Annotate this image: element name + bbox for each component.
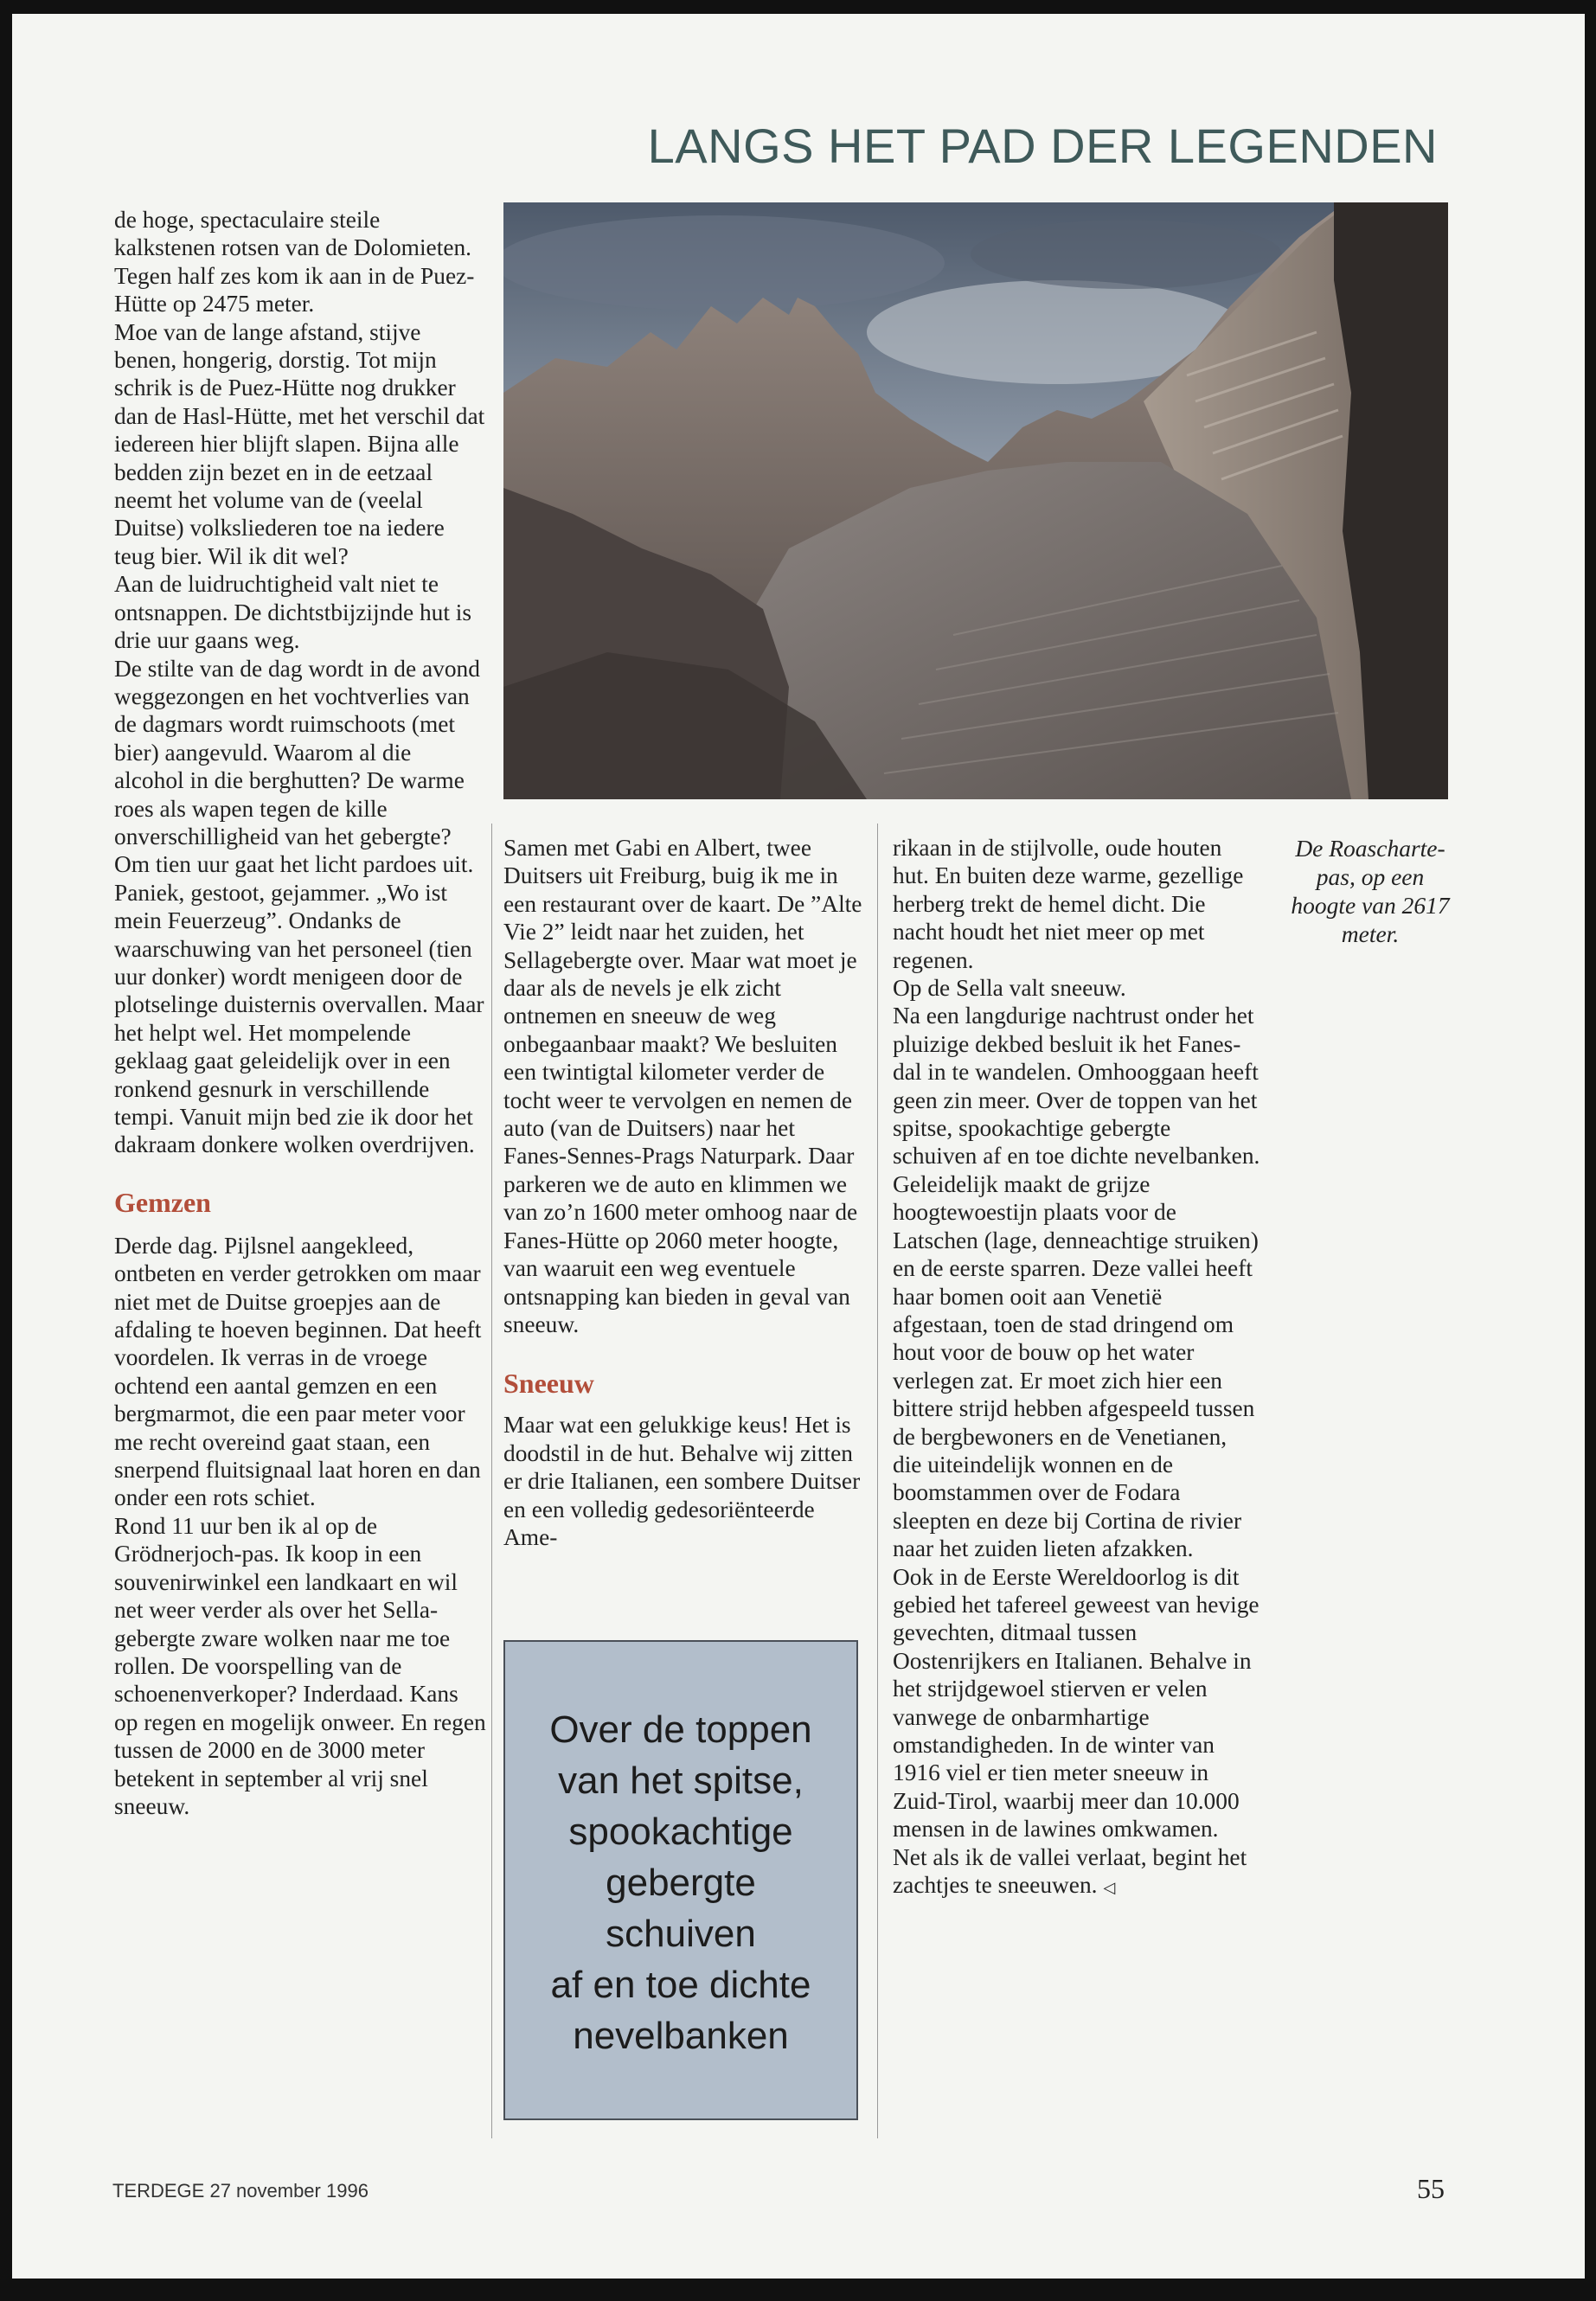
paragraph: Tegen half zes kom ik aan in de Puez-Hütte op 2475 meter. <box>114 262 475 317</box>
final-sentence: Net als ik de vallei verlaat, begint het zachtjes te sneeuwen. <box>893 1843 1247 1899</box>
paragraph: Aan de luidruchtigheid valt niet te ontsnappen. De dichtstbijzijnde hut is drie uur gaans weg. <box>114 571 472 654</box>
column-1 <box>114 206 486 1820</box>
paragraph <box>893 1843 1260 1903</box>
paragraph: Om tien uur gaat het licht pardoes uit. Paniek, gestoot, gejammer. „Wo ist mein Feuerzeug”. Ondanks de waarschuwing van het personeel (tien uur donker) wordt menigeen door de plotselinge duisternis overvallen. Maar het helpt wel. Het mompelende geklaag gaat geleidelijk over in een ronkend gesnurk in verschillende tempi. Vanuit mijn bed zie ik door het dakraam donkere wolken overdrijven. <box>114 851 484 1158</box>
section-heading-gemzen: Gemzen <box>114 1186 211 1218</box>
paragraph: rikaan in de stijlvolle, oude houten hut. En buiten deze warme, gezellige herberg trekt de hemel dicht. Die nacht houdt het niet meer op met regenen. <box>893 835 1244 973</box>
paragraph: Maar wat een gelukkige keus! Het is doodstil in de hut. Behalve wij zitten er drie Italianen, een sombere Duitser en een volledig gedesoriënteerde Ame- <box>503 1412 861 1550</box>
column-3 <box>893 834 1260 1902</box>
pull-quote: Over de toppen van het spitse, spookachtige gebergte schuiven af en toe dichte nevelbanken <box>549 1708 812 2057</box>
page-number: 55 <box>1417 2173 1445 2204</box>
footer-issue: TERDEGE 27 november 1996 <box>112 2180 369 2202</box>
column-2 <box>503 834 862 1551</box>
running-head: LANGS HET PAD DER LEGENDEN <box>647 119 1438 173</box>
pull-quote-box <box>503 1640 858 2120</box>
end-of-article-icon: ◁ <box>1103 1879 1116 1898</box>
paragraph: de hoge, spectaculaire steile kalkstenen rotsen van de Dolomieten. <box>114 207 472 261</box>
paragraph: Rond 11 uur ben ik al op de Grödnerjoch-pas. Ik koop in een souvenirwinkel een landkaart en wil net weer verder als over het Sella-gebergte zware wolken naar me toe rollen. De voorspelling van de schoenenverkoper? Inderdaad. Kans op regen en mogelijk onweer. En regen tussen de 2000 en de 3000 meter betekent in september al vrij snel sneeuw. <box>114 1512 486 1819</box>
magazine-page <box>12 14 1585 2279</box>
paragraph: De stilte van de dag wordt in de avond weggezongen en het vochtverlies van de dagmars wordt ruimschoots (met bier) aangevuld. Waarom al die alcohol in die berghutten? De warme roes als wapen tegen de kille onverschilligheid van het gebergte? <box>114 655 480 849</box>
paragraph: Moe van de lange afstand, stijve benen, hongerig, dorstig. Tot mijn schrik is de Puez-Hütte nog drukker dan de Hasl-Hütte, met het verschil dat iedereen hier blijft slapen. Bijna alle bedden zijn bezet en in de eetzaal neemt het volume van de (veelal Duitse) volksliederen toe na iedere teug bier. Wil ik dit wel? <box>114 318 485 569</box>
paragraph: Derde dag. Pijlsnel aangekleed, ontbeten en verder getrokken om maar niet met de Duitse groepjes aan de afdaling te hoeven beginnen. Dat heeft voordelen. Ik verras in de vroege ochtend een aantal gemzen en een bergmarmot, die een paar meter voor me recht overeind gaat staan, een snerpend fluitsignaal laat horen en dan onder een rots schiet. <box>114 1232 482 1511</box>
paragraph: Op de Sella valt sneeuw. <box>893 975 1126 1002</box>
section-heading-sneeuw: Sneeuw <box>503 1368 594 1400</box>
photo-caption: De Roaschartepas, op een hoogte van 2617 meter. <box>1291 835 1450 947</box>
paragraph: Na een langdurige nachtrust onder het pluizige dekbed besluit ik het Fanes-dal in te wandelen. Omhooggaan heeft geen zin meer. Over de toppen van het spitse, spookachtige gebergte schuiven af en toe dichte nevelbanken. Geleidelijk maakt de grijze hoogtewoestijn plaats voor de Latschen (lage, denneachtige struiken) en de eerste sparren. Deze vallei heeft haar bomen ooit aan Venetië afgestaan, toen de stad dringend om hout voor de bouw op het water verlegen zat. Er moet zich hier een bittere strijd hebben afgespeeld tussen de bergbewoners en de Venetianen, die uiteindelijk wonnen en de boomstammen over de Fodara sleepten en deze bij Cortina de rivier naar het zuiden lieten afzakken. <box>893 1003 1260 1562</box>
mountain-photo <box>503 202 1448 799</box>
column-rule <box>877 824 878 2138</box>
column-rule <box>491 824 492 2138</box>
paragraph: Samen met Gabi en Albert, twee Duitsers uit Freiburg, buig ik me in een restaurant over de kaart. De ”Alte Vie 2” leidt naar het zuiden, het Sellagebergte over. Maar wat moet je daar als de nevels je elk zicht ontnemen en sneeuw de weg onbegaanbaar maakt? We besluiten een twintigtal kilometer verder de tocht weer te vervolgen en nemen de auto (van de Duitsers) naar het Fanes-Sennes-Prags Naturpark. Daar parkeren we de auto en klimmen we van zo’n 1600 meter omhoog naar de Fanes-Hütte op 2060 meter hoogte, van waaruit een weg eventuele ontsnapping kan bieden in geval van sneeuw. <box>503 835 862 1337</box>
paragraph: Ook in de Eerste Wereldoorlog is dit gebied het tafereel geweest van hevige gevechten, ditmaal tussen Oostenrijkers en Italianen. Behalve in het strijdgewoel stierven er velen vanwege de onbarmhartige omstandigheden. In de winter van 1916 viel er tien meter sneeuw in Zuid-Tirol, waarbij meer dan 10.000 mensen in de lawines omkwamen. <box>893 1563 1259 1843</box>
dolomites-landscape-image <box>503 202 1448 799</box>
